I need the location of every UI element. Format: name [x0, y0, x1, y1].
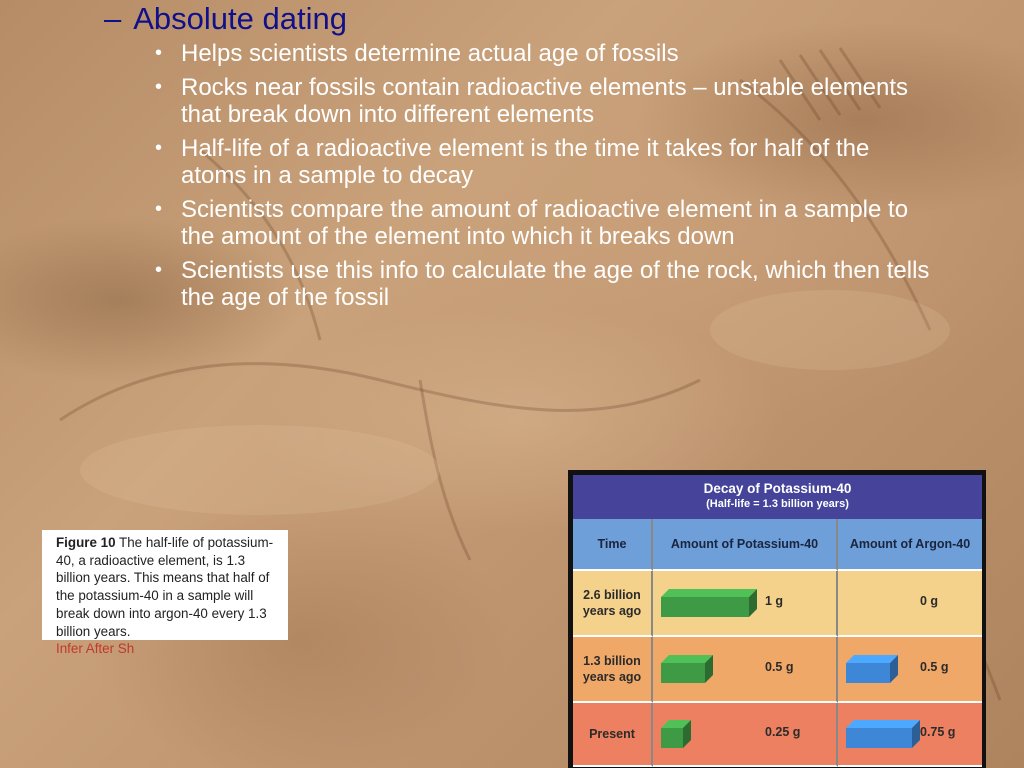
- argon-amount: 0 g: [920, 594, 939, 608]
- argon-amount: 0.75 g: [920, 725, 956, 739]
- potassium-block-top: [661, 655, 713, 663]
- argon-block-top: [846, 655, 898, 663]
- potassium-amount: 1 g: [765, 594, 784, 608]
- time-line-1: 1.3 billion: [583, 654, 641, 668]
- bullet-item: [155, 196, 935, 250]
- argon-amount-block: [846, 720, 922, 750]
- argon-cell: [838, 637, 982, 703]
- column-header-argon: Amount of Argon-40: [838, 519, 982, 571]
- potassium-block-front: [661, 728, 683, 748]
- bullet-marker: •: [155, 137, 163, 159]
- time-line-1: Present: [589, 727, 635, 741]
- bullet-text: Rocks near fossils contain radioactive elements – unstable elements that break down into different elements: [181, 74, 909, 128]
- bullet-text: Helps scientists determine actual age of fossils: [181, 40, 679, 67]
- argon-block-front: [846, 728, 912, 748]
- column-header-potassium: Amount of Potassium-40: [653, 519, 838, 571]
- argon-amount-block: [846, 655, 900, 685]
- argon-block-top: [846, 720, 920, 728]
- potassium-block-front: [661, 597, 749, 617]
- bullet-item: [155, 40, 935, 67]
- potassium-block-top: [661, 589, 757, 597]
- figure-caption-cutoff-line: Infer After Sh: [56, 641, 135, 657]
- potassium-amount: 0.25 g: [765, 725, 801, 739]
- figure-label: Figure 10: [56, 535, 116, 550]
- bullet-text: Scientists use this info to calculate the age of the rock, which then tells the age of the fossil: [181, 257, 930, 311]
- argon-block-front: [846, 663, 890, 683]
- time-cell: [573, 637, 653, 703]
- column-header-time: Time: [573, 519, 653, 571]
- time-line-1: 2.6 billion: [583, 588, 641, 602]
- potassium-amount-block: [661, 589, 759, 619]
- argon-cell: [838, 703, 982, 767]
- figure-caption-text: The half-life of potassium-40, a radioactive element, is 1.3 billion years. This means that half of the potassium-40 in a sample will break down into argon-40 every 1.3 billion years.: [56, 535, 274, 639]
- bullet-marker: •: [155, 76, 163, 98]
- heading-absolute-dating: [104, 0, 347, 38]
- bullet-item: [155, 74, 935, 128]
- heading-text: Absolute dating: [133, 1, 347, 36]
- bullet-list: [155, 40, 935, 318]
- potassium-cell: [653, 637, 838, 703]
- potassium-cell: [653, 703, 838, 767]
- bullet-item: [155, 135, 935, 189]
- time-line-2: years ago: [582, 670, 642, 684]
- bullet-item: [155, 257, 935, 311]
- potassium-amount-block: [661, 720, 693, 750]
- potassium-amount: 0.5 g: [765, 660, 794, 674]
- decay-table-grid: [573, 519, 982, 767]
- heading-dash: –: [104, 1, 122, 36]
- argon-cell: [838, 571, 982, 637]
- bullet-marker: •: [155, 42, 163, 64]
- bullet-marker: •: [155, 198, 163, 220]
- decay-table-subtitle: (Half-life = 1.3 billion years): [706, 498, 849, 510]
- bullet-text: Half-life of a radioactive element is the time it takes for half of the atoms in a sample to decay: [181, 135, 870, 189]
- bullet-marker: •: [155, 259, 163, 281]
- time-cell: [573, 571, 653, 637]
- figure-caption-card: [42, 530, 288, 657]
- argon-amount: 0.5 g: [920, 660, 949, 674]
- time-cell: [573, 703, 653, 767]
- potassium-block-front: [661, 663, 705, 683]
- time-line-2: years ago: [582, 604, 642, 618]
- decay-table-header: [573, 475, 982, 519]
- bullet-text: Scientists compare the amount of radioactive element in a sample to the amount of the element into which it breaks down: [181, 196, 909, 250]
- decay-table: [568, 470, 986, 768]
- potassium-amount-block: [661, 655, 715, 685]
- decay-table-title: Decay of Potassium-40: [703, 481, 852, 496]
- potassium-cell: [653, 571, 838, 637]
